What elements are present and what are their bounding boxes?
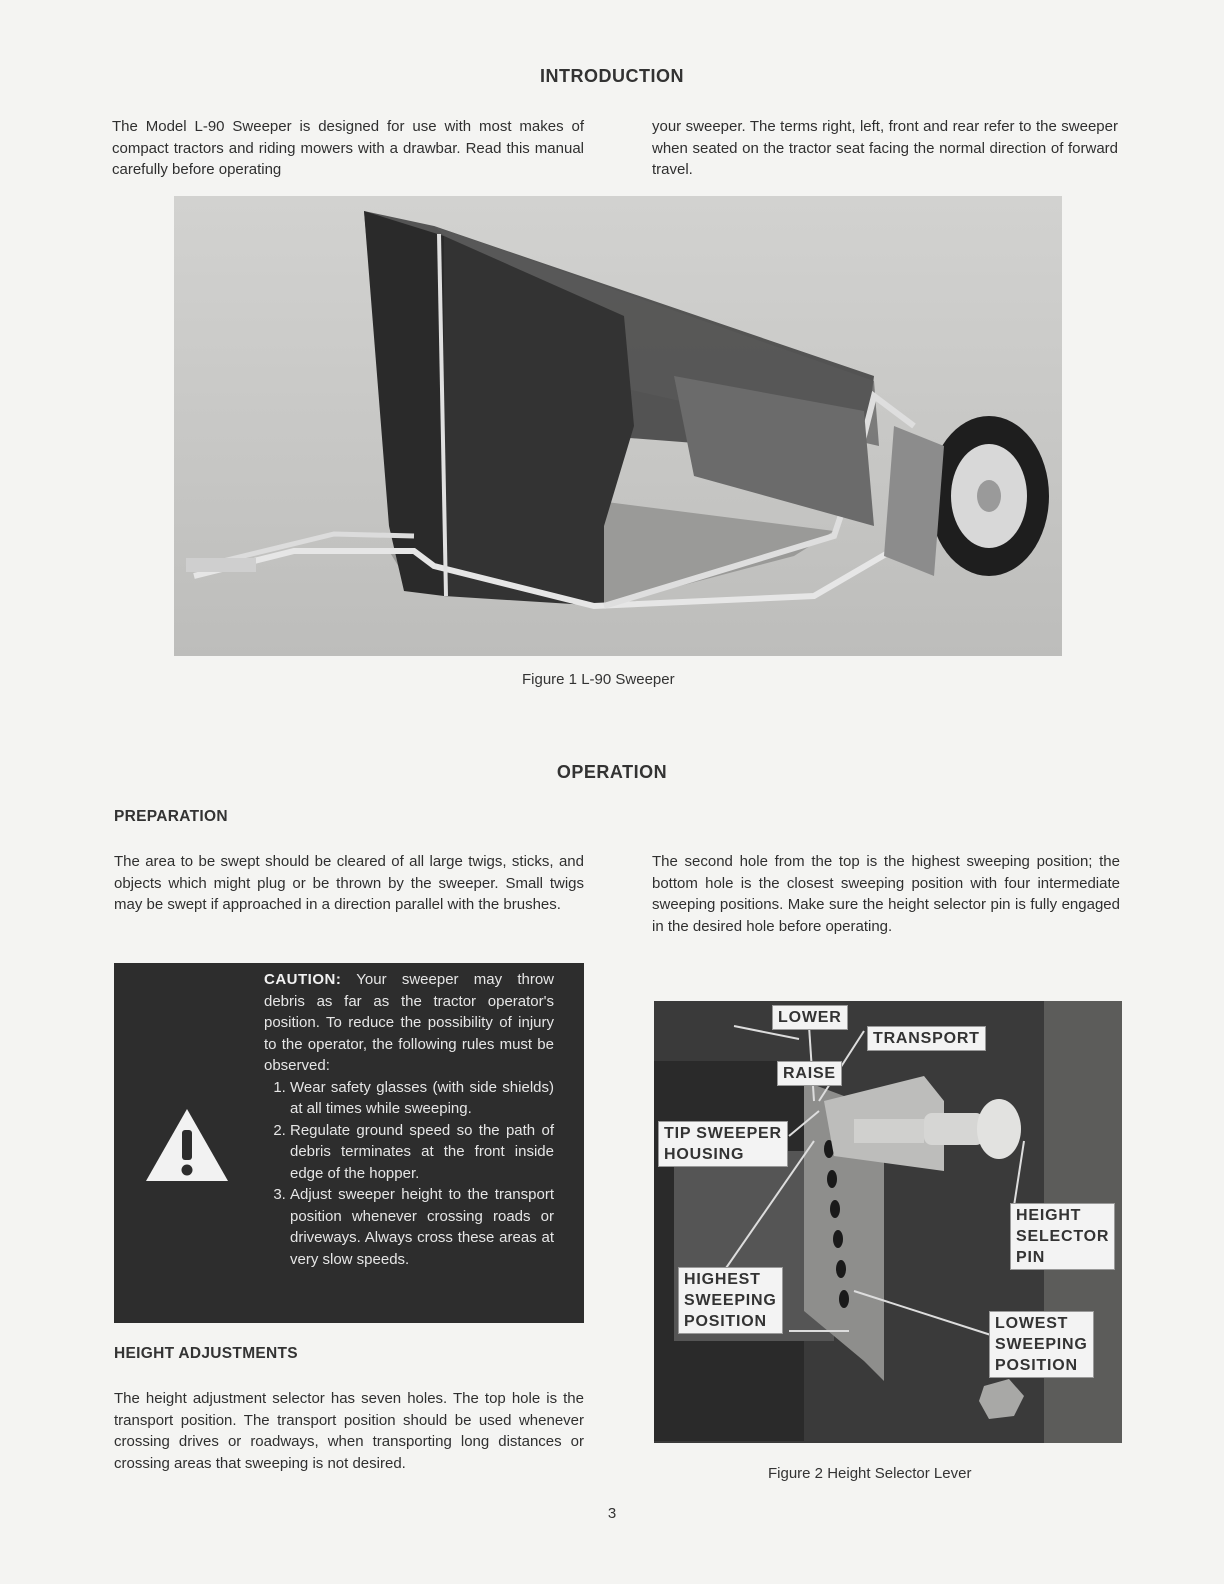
label-line: TIP SWEEPER: [664, 1125, 782, 1142]
warning-triangle-icon: [144, 1106, 230, 1184]
caution-intro: Your sweeper may throw debris as far as the tractor operator's position. To reduce the possibility of injury to the operator, the following rules must be observed:: [264, 971, 554, 1074]
label-transport: TRANSPORT: [867, 1026, 986, 1051]
preparation-paragraph: The area to be swept should be cleared of all large twigs, sticks, and objects which might plug or be thrown by the sweeper. Small twigs may be swept if approached in a direction parallel with the brushes.: [114, 853, 584, 913]
introduction-paragraph-left: The Model L-90 Sweeper is designed for use with most makes of compact tractors and riding mowers with a drawbar. Read this manual carefully before operating: [112, 118, 584, 178]
label-line: POSITION: [995, 1357, 1078, 1374]
figure2-caption: Figure 2 Height Selector Lever: [768, 1465, 972, 1482]
caution-rules-list: [264, 1077, 554, 1271]
label-line: HEIGHT: [1016, 1207, 1082, 1224]
operation-heading: OPERATION: [556, 762, 668, 782]
preparation-heading: PREPARATION: [114, 808, 228, 825]
label-line: SWEEPING: [995, 1336, 1088, 1353]
label-line: HOUSING: [664, 1146, 745, 1163]
label-tip-sweeper-housing: [658, 1121, 788, 1167]
figure1-sweeper-photo: [174, 196, 1062, 656]
height-adjustments-heading: HEIGHT ADJUSTMENTS: [114, 1345, 298, 1362]
label-line: HIGHEST: [684, 1271, 761, 1288]
height-adjustments-paragraph: The height adjustment selector has seven holes. The top hole is the transport position. The transport position should be used whenever crossing drives or roadways, when transporting long distances or crossing areas that sweeping is not desired.: [114, 1390, 584, 1472]
label-line: PIN: [1016, 1249, 1046, 1266]
label-line: LOWEST: [995, 1315, 1069, 1332]
label-line: SELECTOR: [1016, 1228, 1110, 1245]
caution-rule: 3. Adjust sweeper height to the transport position whenever crossing roads or driveways. Always cross these areas at very slow speeds.: [290, 1184, 554, 1270]
caution-text: [264, 969, 554, 1270]
figure2-height-selector-photo: [654, 1001, 1122, 1443]
caution-rule: 2. Regulate ground speed so the path of debris terminates at the front inside edge of the hopper.: [290, 1120, 554, 1185]
page-number: 3: [607, 1505, 617, 1522]
introduction-heading: INTRODUCTION: [540, 66, 684, 86]
label-height-selector-pin: [1010, 1203, 1115, 1270]
figure1-caption: Figure 1 L-90 Sweeper: [522, 671, 675, 688]
label-lowest-sweeping-position: [989, 1311, 1094, 1378]
label-highest-sweeping-position: [678, 1267, 783, 1334]
caution-box: [114, 963, 584, 1323]
label-line: POSITION: [684, 1313, 767, 1330]
label-line: SWEEPING: [684, 1292, 777, 1309]
introduction-paragraph-right: your sweeper. The terms right, left, front and rear refer to the sweeper when seated on the tractor seat facing the normal direction of forward travel.: [652, 118, 1118, 178]
label-raise: RAISE: [777, 1061, 842, 1086]
height-positions-paragraph: The second hole from the top is the highest sweeping position; the bottom hole is the closest sweeping position with four intermediate sweeping positions. Make sure the height selector pin is fully engaged in the desired hole before operating.: [652, 853, 1120, 935]
caution-rule: 1. Wear safety glasses (with side shields) at all times while sweeping.: [290, 1077, 554, 1120]
label-lower: LOWER: [772, 1005, 848, 1030]
caution-title: CAUTION:: [264, 971, 342, 988]
sweeper-illustration: [174, 196, 1062, 656]
